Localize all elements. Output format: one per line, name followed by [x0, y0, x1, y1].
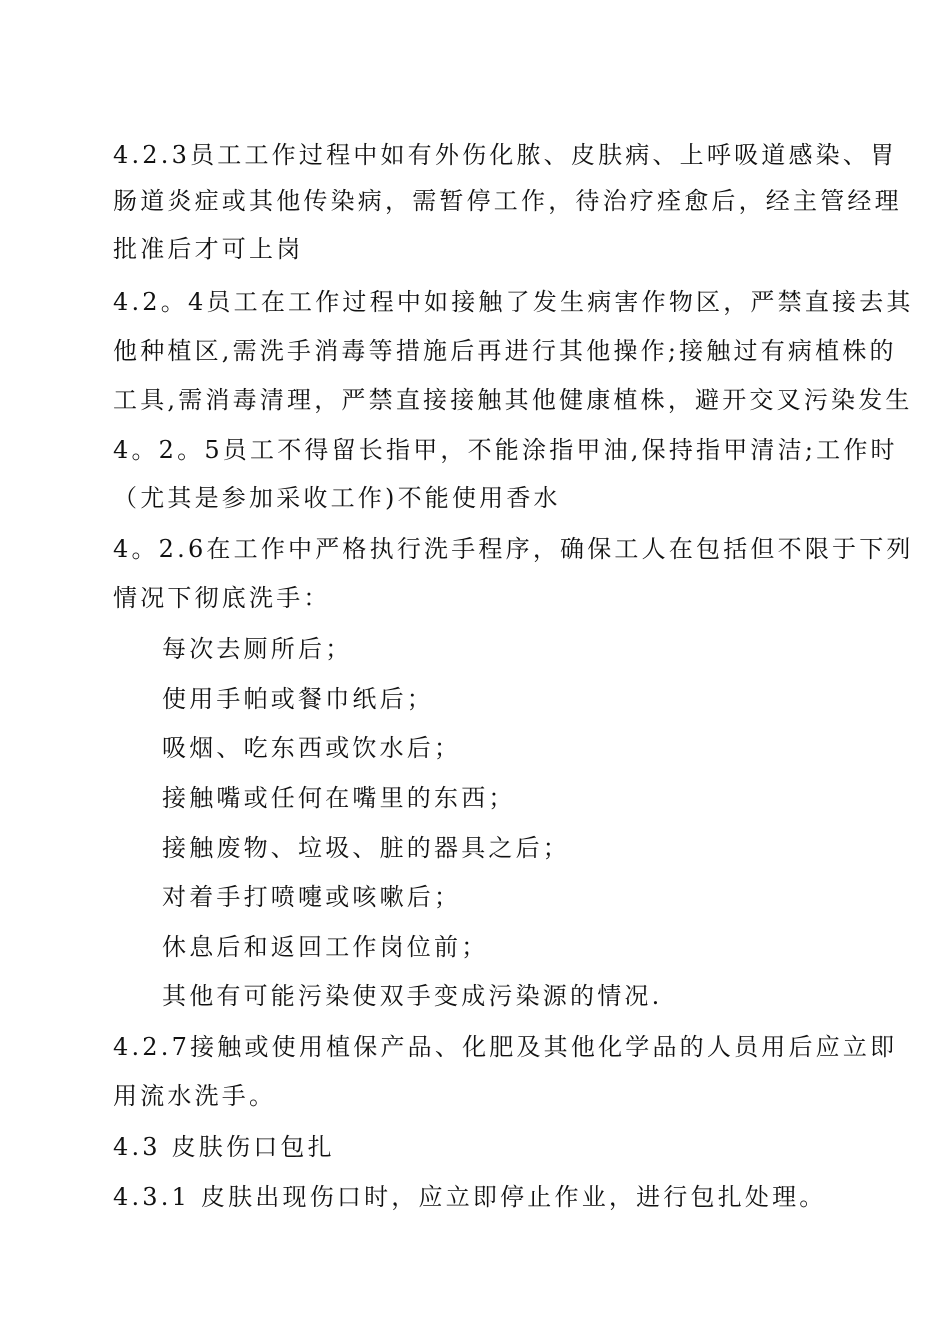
clause-4-2-3-line-1: 4.2.3员工工作过程中如有外伤化脓、皮肤病、上呼吸道感染、胃 [113, 141, 898, 169]
handwash-item: 每次去厕所后； [162, 635, 353, 663]
handwash-item: 接触废物、垃圾、脏的器具之后； [162, 834, 570, 862]
clause-4-2-6-line-1: 4。2.6在工作中严格执行洗手程序，确保工人在包括但不限于下列 [113, 535, 914, 563]
handwash-item: 使用手帕或餐巾纸后； [162, 685, 434, 713]
handwash-item: 其他有可能污染使双手变成污染源的情况. [162, 982, 663, 1010]
clause-4-2-3-line-2: 肠道炎症或其他传染病，需暂停工作，待治疗痊愈后，经主管经理 [113, 187, 902, 215]
clause-4-2-6-line-2: 情况下彻底洗手： [113, 584, 331, 612]
clause-4-2-4-line-1: 4.2。4员工在工作过程中如接触了发生病害作物区，严禁直接去其 [113, 288, 914, 316]
handwash-item: 接触嘴或任何在嘴里的东西； [162, 784, 516, 812]
handwash-item: 对着手打喷嚏或咳嗽后； [162, 883, 462, 911]
handwash-item: 休息后和返回工作岗位前； [162, 933, 489, 961]
clause-4-2-5-line-2: （尤其是参加采收工作)不能使用香水 [113, 484, 561, 512]
clause-4-2-5-line-1: 4。2。5员工不得留长指甲，不能涂指甲油,保持指甲清洁;工作时 [113, 436, 898, 464]
clause-4-2-4-line-3: 工具,需消毒清理，严禁直接接触其他健康植株，避开交叉污染发生 [113, 386, 913, 414]
section-4-3-heading: 4.3 皮肤伤口包扎 [113, 1133, 335, 1161]
clause-4-3-1: 4.3.1 皮肤出现伤口时，应立即停止作业，进行包扎处理。 [113, 1183, 827, 1211]
handwash-item: 吸烟、吃东西或饮水后； [162, 734, 462, 762]
clause-4-2-7-line-2: 用流水洗手。 [113, 1082, 277, 1110]
clause-4-2-3-line-3: 批准后才可上岗 [113, 235, 304, 263]
clause-4-2-7-line-1: 4.2.7接触或使用植保产品、化肥及其他化学品的人员用后应立即 [113, 1033, 898, 1061]
clause-4-2-4-line-2: 他种植区,需洗手消毒等措施后再进行其他操作;接触过有病植株的 [113, 337, 897, 365]
